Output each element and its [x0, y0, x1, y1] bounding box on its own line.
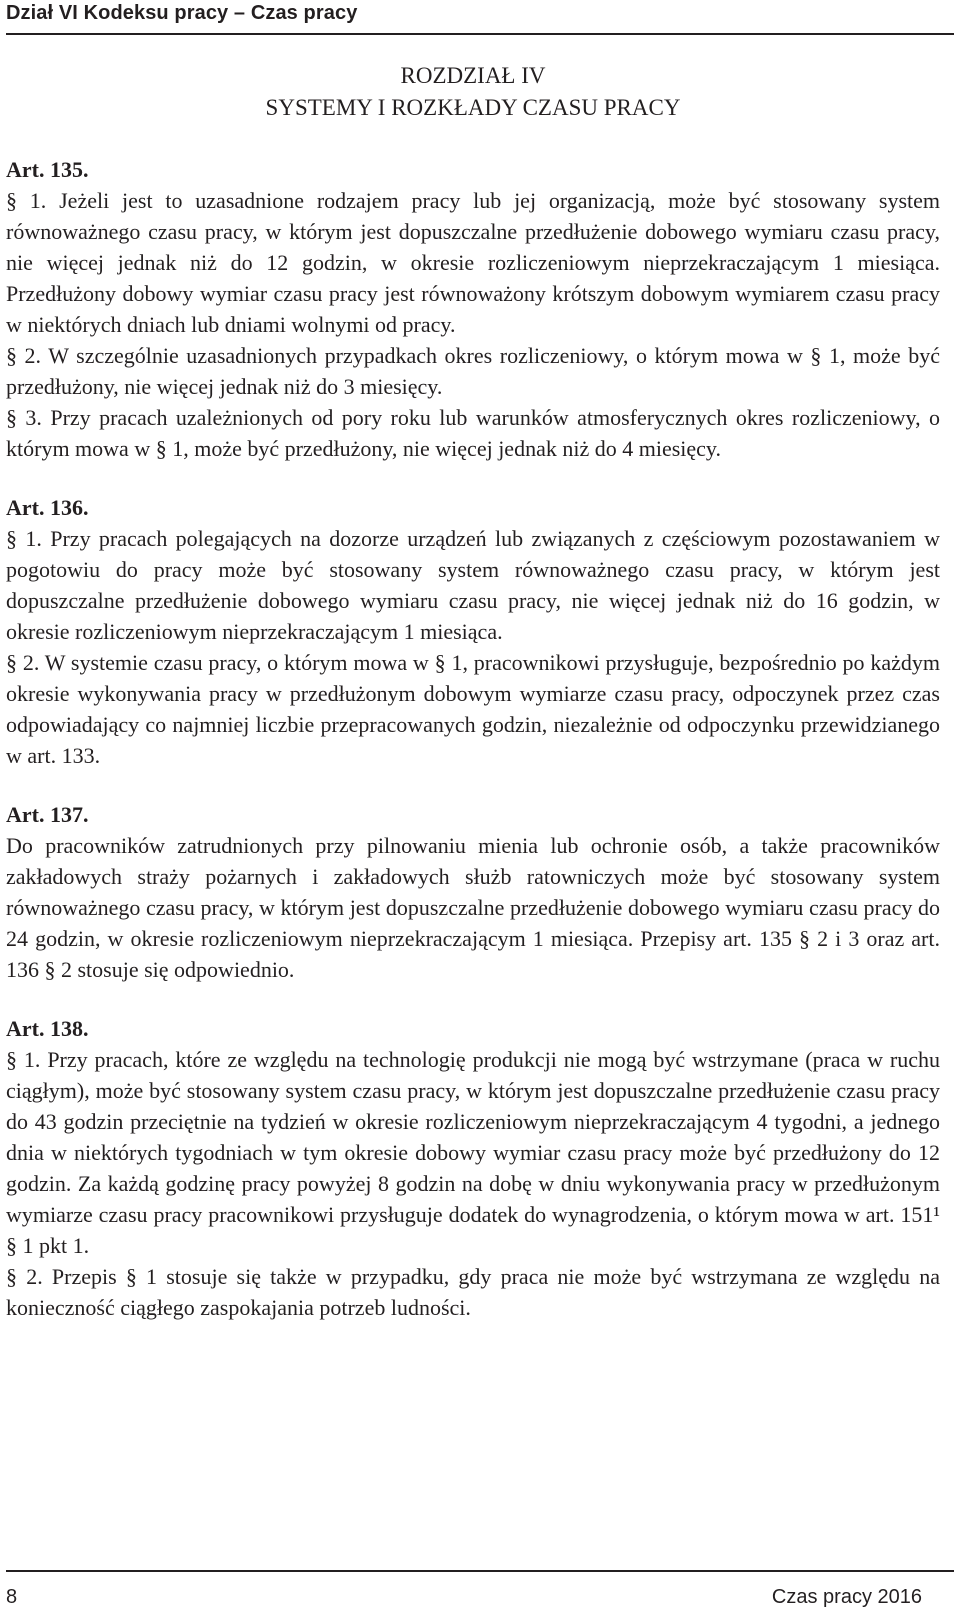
article-paragraph: § 3. Przy pracach uzależnionych od pory roku lub warunków atmosferycznych okres rozliczeniowy, o którym mowa w § 1, może być przedłużony, nie więcej jednak niż do 4 miesięcy. — [6, 405, 940, 461]
article-135 — [6, 154, 940, 464]
article-paragraph: § 1. Przy pracach polegających na dozorze urządzeń lub związanych z częściowym pozostawaniem w pogotowiu do pracy może być stosowany system równoważnego czasu pracy, w którym jest dopuszczalne przedłużenie dobowego wymiaru czasu pracy, nie więcej jednak niż do 16 godzin, w okresie rozliczeniowym nieprzekraczającym 1 miesiąca. — [6, 526, 940, 644]
article-title: Art. 138. — [6, 1016, 89, 1041]
article-paragraph: § 2. Przepis § 1 stosuje się także w przypadku, gdy praca nie może być wstrzymana ze względu na konieczność ciągłego zaspokajania potrzeb ludności. — [6, 1264, 940, 1320]
publication-title: Czas pracy 2016 — [771, 1586, 922, 1608]
chapter-heading — [6, 60, 940, 124]
article-title: Art. 137. — [6, 802, 89, 827]
chapter-title: SYSTEMY I ROZKŁADY CZASU PRACY — [265, 95, 681, 120]
chapter-number: ROZDZIAŁ IV — [400, 63, 546, 88]
footer-rule — [6, 1570, 954, 1572]
article-138 — [6, 1013, 940, 1323]
article-title: Art. 135. — [6, 157, 89, 182]
article-paragraph: § 2. W szczególnie uzasadnionych przypadkach okres rozliczeniowy, o którym mowa w § 1, może być przedłużony, nie więcej jednak niż do 3 miesięcy. — [6, 343, 940, 399]
article-title: Art. 136. — [6, 495, 89, 520]
document-body — [6, 60, 940, 1351]
article-paragraph: § 1. Jeżeli jest to uzasadnione rodzajem pracy lub jej organizacją, może być stosowany system równoważnego czasu pracy, w którym jest dopuszczalne przedłużenie dobowego wymiaru czasu pracy, nie więcej jednak niż do 12 godzin, w okresie rozliczeniowym nieprzekraczającym 1 miesiąca. Przedłużony dobowy wymiar czasu pracy jest równoważony krótszym dobowym wymiarem czasu pracy w niektórych dniach lub dniami wolnymi od pracy. — [6, 188, 940, 337]
header-rule — [6, 33, 954, 35]
article-paragraph: § 1. Przy pracach, które ze względu na technologię produkcji nie mogą być wstrzymane (praca w ruchu ciągłym), może być stosowany system czasu pracy, w którym jest dopuszczalne przedłużenie czasu pracy do 43 godzin przeciętnie na tydzień w okresie rozliczeniowym nieprzekraczającym 4 tygodni, a jednego dnia w niektórych tygodniach w tym okresie dobowy wymiar czasu pracy może być przedłużony do 12 godzin. Za każdą godzinę pracy powyżej 8 godzin na dobę w dniu wykonywania pracy w przedłużonym wymiarze czasu pracy pracownikowi przysługuje dodatek do wynagrodzenia, o którym mowa w art. 151¹ § 1 pkt 1. — [6, 1047, 940, 1258]
article-137 — [6, 799, 940, 985]
article-136 — [6, 492, 940, 771]
running-header-title: Dział VI Kodeksu pracy – Czas pracy — [6, 2, 358, 24]
page-number: 8 — [6, 1586, 18, 1608]
article-paragraph: Do pracowników zatrudnionych przy pilnowaniu mienia lub ochronie osób, a także pracowników zakładowych straży pożarnych i zakładowych służb ratowniczych może być stosowany system równoważnego czasu pracy, w którym jest dopuszczalne przedłużenie dobowego wymiaru czasu pracy do 24 godzin, w okresie rozliczeniowym nieprzekraczającym 1 miesiąca. Przepisy art. 135 § 2 i 3 oraz art. 136 § 2 stosuje się odpowiednio. — [6, 833, 940, 982]
article-paragraph: § 2. W systemie czasu pracy, o którym mowa w § 1, pracownikowi przysługuje, bezpośrednio po każdym okresie wykonywania pracy w przedłużonym dobowym wymiarze czasu pracy, odpoczynek przez czas odpowiadający co najmniej liczbie przepracowanych godzin, niezależnie od odpoczynku przewidzianego w art. 133. — [6, 650, 940, 768]
